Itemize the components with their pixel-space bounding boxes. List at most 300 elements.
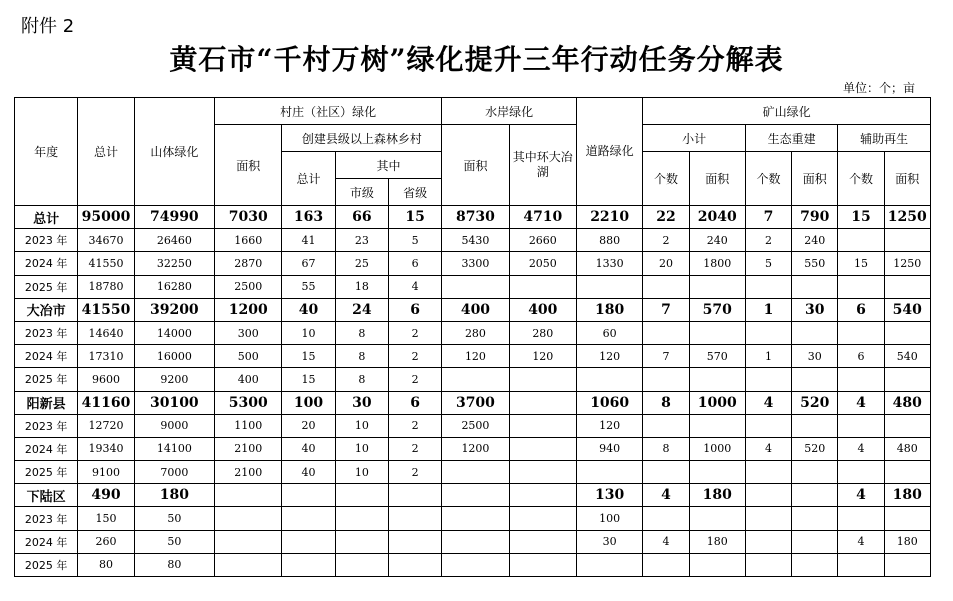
table-cell [838, 321, 884, 344]
table-row [15, 414, 931, 437]
table-summary-row [15, 391, 931, 414]
table-cell: 14100 [134, 437, 214, 460]
table-row [15, 553, 931, 576]
table-cell: 20 [282, 414, 335, 437]
table-cell [442, 553, 509, 576]
table-cell: 7 [745, 206, 791, 229]
table-cell: 120 [577, 414, 643, 437]
header-fv-total: 总计 [282, 152, 335, 206]
table-cell: 240 [689, 229, 745, 252]
table-cell: 100 [282, 391, 335, 414]
table-cell [838, 507, 884, 530]
table-cell: 400 [442, 298, 509, 321]
table-cell: 4 [643, 530, 689, 553]
table-cell: 7030 [215, 206, 282, 229]
table-cell: 400 [215, 368, 282, 391]
table-cell [215, 484, 282, 507]
attachment-label: 附件 2 [21, 16, 75, 37]
table-cell: 2 [388, 461, 441, 484]
table-cell: 30 [577, 530, 643, 553]
table-cell: 55 [282, 275, 335, 298]
table-cell: 34670 [78, 229, 134, 252]
row-label-cell: 2024 年 [15, 437, 78, 460]
table-cell [509, 553, 576, 576]
table-cell: 180 [689, 530, 745, 553]
table-cell [884, 507, 930, 530]
table-cell: 4 [745, 391, 791, 414]
table-cell: 8730 [442, 206, 509, 229]
table-cell [335, 530, 388, 553]
table-row [15, 530, 931, 553]
table-summary-row [15, 206, 931, 229]
header-village-area: 面积 [215, 125, 282, 206]
table-cell [838, 414, 884, 437]
table-cell: 150 [78, 507, 134, 530]
table-cell [689, 368, 745, 391]
table-cell: 570 [689, 345, 745, 368]
table-cell: 2870 [215, 252, 282, 275]
table-cell: 280 [509, 321, 576, 344]
row-label-cell: 2023 年 [15, 229, 78, 252]
table-cell: 400 [509, 298, 576, 321]
table-cell [643, 321, 689, 344]
table-cell: 300 [215, 321, 282, 344]
table-cell: 15 [838, 206, 884, 229]
table-cell: 790 [792, 206, 838, 229]
table-cell [577, 461, 643, 484]
table-cell: 500 [215, 345, 282, 368]
header-shore-group: 水岸绿化 [442, 98, 577, 125]
table-cell: 10 [335, 414, 388, 437]
table-cell [792, 321, 838, 344]
table-cell: 100 [577, 507, 643, 530]
table-cell: 7000 [134, 461, 214, 484]
table-cell: 490 [78, 484, 134, 507]
table-cell: 18780 [78, 275, 134, 298]
table-cell: 6 [388, 252, 441, 275]
table-cell [745, 321, 791, 344]
table-cell [442, 275, 509, 298]
table-cell [643, 507, 689, 530]
header-year: 年度 [15, 98, 78, 206]
table-cell: 15 [282, 368, 335, 391]
table-cell: 23 [335, 229, 388, 252]
table-cell: 19340 [78, 437, 134, 460]
table-cell: 520 [792, 391, 838, 414]
table-cell: 41550 [78, 298, 134, 321]
table-cell [745, 414, 791, 437]
table-cell: 2 [388, 345, 441, 368]
table-cell: 14000 [134, 321, 214, 344]
table-row [15, 252, 931, 275]
table-cell [838, 553, 884, 576]
table-cell [792, 461, 838, 484]
table-cell: 16280 [134, 275, 214, 298]
row-label-cell: 2024 年 [15, 345, 78, 368]
table-cell: 10 [335, 461, 388, 484]
table-cell: 180 [134, 484, 214, 507]
table-cell [792, 553, 838, 576]
table-cell [792, 530, 838, 553]
table-cell [643, 461, 689, 484]
row-label-cell: 2024 年 [15, 252, 78, 275]
table-cell [838, 275, 884, 298]
table-cell [215, 507, 282, 530]
table-cell [745, 461, 791, 484]
table-row [15, 461, 931, 484]
table-cell [282, 484, 335, 507]
table-cell: 3700 [442, 391, 509, 414]
table-cell [282, 530, 335, 553]
table-cell: 130 [577, 484, 643, 507]
table-cell: 940 [577, 437, 643, 460]
table-cell: 2500 [442, 414, 509, 437]
table-cell: 2100 [215, 461, 282, 484]
table-cell: 2210 [577, 206, 643, 229]
table-cell: 14640 [78, 321, 134, 344]
table-cell: 67 [282, 252, 335, 275]
table-cell [442, 461, 509, 484]
row-label-cell: 下陆区 [15, 484, 78, 507]
table-cell: 80 [134, 553, 214, 576]
table-cell: 39200 [134, 298, 214, 321]
table-cell: 24 [335, 298, 388, 321]
table-body [15, 206, 931, 577]
table-cell: 4 [838, 484, 884, 507]
table-cell: 180 [884, 530, 930, 553]
header-mine-subtotal: 小计 [643, 125, 746, 152]
table-cell [792, 368, 838, 391]
table-cell: 30 [792, 298, 838, 321]
table-cell: 880 [577, 229, 643, 252]
row-label-cell: 2024 年 [15, 530, 78, 553]
table-cell [509, 530, 576, 553]
table-cell: 2 [388, 368, 441, 391]
table-cell [745, 368, 791, 391]
table-cell: 40 [282, 298, 335, 321]
table-cell: 17310 [78, 345, 134, 368]
table-cell [745, 507, 791, 530]
table-cell: 12720 [78, 414, 134, 437]
table-cell: 9600 [78, 368, 134, 391]
table-cell: 2 [745, 229, 791, 252]
header-village-group: 村庄（社区）绿化 [215, 98, 442, 125]
table-cell [689, 275, 745, 298]
table-cell [884, 414, 930, 437]
table-cell [442, 368, 509, 391]
table-cell [442, 507, 509, 530]
row-label-cell: 2023 年 [15, 414, 78, 437]
table-cell: 6 [388, 298, 441, 321]
table-cell: 40 [282, 437, 335, 460]
table-cell [745, 484, 791, 507]
row-label-cell: 2025 年 [15, 368, 78, 391]
table-cell: 520 [792, 437, 838, 460]
table-cell: 7 [643, 345, 689, 368]
table-cell [388, 507, 441, 530]
table-cell: 4 [838, 530, 884, 553]
table-cell: 1660 [215, 229, 282, 252]
row-label-cell: 总计 [15, 206, 78, 229]
table-cell [792, 414, 838, 437]
table-cell [792, 507, 838, 530]
table-cell: 25 [335, 252, 388, 275]
table-cell: 120 [509, 345, 576, 368]
table-cell: 4 [745, 437, 791, 460]
table-cell: 30 [335, 391, 388, 414]
table-cell: 240 [792, 229, 838, 252]
table-cell: 1 [745, 345, 791, 368]
table-cell: 10 [282, 321, 335, 344]
header-mountain: 山体绿化 [134, 98, 214, 206]
table-cell [884, 275, 930, 298]
header-road: 道路绿化 [577, 98, 643, 206]
table-cell [282, 553, 335, 576]
row-label-cell: 2025 年 [15, 461, 78, 484]
table-cell: 1000 [689, 437, 745, 460]
table-cell: 18 [335, 275, 388, 298]
table-cell: 1000 [689, 391, 745, 414]
table-cell: 2100 [215, 437, 282, 460]
table-cell: 10 [335, 437, 388, 460]
table-cell: 8 [643, 391, 689, 414]
table-cell: 20 [643, 252, 689, 275]
table-cell [509, 414, 576, 437]
table-cell [509, 461, 576, 484]
table-cell [838, 461, 884, 484]
table-row [15, 321, 931, 344]
table-cell: 180 [884, 484, 930, 507]
table-cell: 60 [577, 321, 643, 344]
table-cell: 1 [745, 298, 791, 321]
table-cell: 15 [838, 252, 884, 275]
table-cell: 1060 [577, 391, 643, 414]
table-cell: 4 [838, 437, 884, 460]
table-cell: 32250 [134, 252, 214, 275]
table-cell [335, 553, 388, 576]
row-label-cell: 2023 年 [15, 507, 78, 530]
table-cell: 50 [134, 530, 214, 553]
table-cell: 50 [134, 507, 214, 530]
table-cell [509, 437, 576, 460]
task-breakdown-table [14, 97, 931, 577]
table-cell [884, 321, 930, 344]
table-cell: 1200 [442, 437, 509, 460]
table-cell: 8 [335, 321, 388, 344]
table-cell: 15 [282, 345, 335, 368]
table-cell [689, 461, 745, 484]
table-cell [884, 229, 930, 252]
header-mine-aux: 辅助再生 [838, 125, 931, 152]
table-cell: 80 [78, 553, 134, 576]
table-cell [388, 484, 441, 507]
table-cell: 6 [838, 298, 884, 321]
table-cell: 8 [335, 345, 388, 368]
table-cell: 480 [884, 437, 930, 460]
table-cell: 1330 [577, 252, 643, 275]
header-among: 其中 [335, 152, 442, 179]
table-cell [215, 553, 282, 576]
table-summary-row [15, 484, 931, 507]
table-cell: 41550 [78, 252, 134, 275]
table-cell: 8 [335, 368, 388, 391]
table-cell: 280 [442, 321, 509, 344]
table-cell [643, 275, 689, 298]
table-cell: 540 [884, 345, 930, 368]
table-cell: 4 [643, 484, 689, 507]
table-cell: 15 [388, 206, 441, 229]
table-cell [509, 507, 576, 530]
table-cell: 6 [388, 391, 441, 414]
table-cell [689, 321, 745, 344]
table-cell [509, 368, 576, 391]
table-cell: 5 [745, 252, 791, 275]
table-cell: 120 [577, 345, 643, 368]
table-cell: 2500 [215, 275, 282, 298]
table-cell: 180 [689, 484, 745, 507]
table-cell [388, 530, 441, 553]
row-label-cell: 2025 年 [15, 275, 78, 298]
table-cell [792, 275, 838, 298]
table-row [15, 437, 931, 460]
table-cell [884, 368, 930, 391]
header-mine-group: 矿山绿化 [643, 98, 931, 125]
table-row [15, 345, 931, 368]
table-cell: 40 [282, 461, 335, 484]
table-cell: 120 [442, 345, 509, 368]
header-subtotal-count: 个数 [643, 152, 689, 206]
table-cell: 1800 [689, 252, 745, 275]
table-cell: 570 [689, 298, 745, 321]
table-cell: 30100 [134, 391, 214, 414]
table-cell [643, 368, 689, 391]
table-cell [577, 553, 643, 576]
table-cell [577, 368, 643, 391]
table-cell: 5300 [215, 391, 282, 414]
table-cell: 5430 [442, 229, 509, 252]
table-cell [388, 553, 441, 576]
table-cell: 540 [884, 298, 930, 321]
table-cell: 9200 [134, 368, 214, 391]
table-cell [215, 530, 282, 553]
table-cell [884, 553, 930, 576]
table-cell [745, 553, 791, 576]
table-cell: 9000 [134, 414, 214, 437]
table-cell: 9100 [78, 461, 134, 484]
table-cell: 22 [643, 206, 689, 229]
table-cell: 1250 [884, 206, 930, 229]
table-header [15, 98, 931, 206]
header-aux-count: 个数 [838, 152, 884, 206]
table-cell: 180 [577, 298, 643, 321]
table-summary-row [15, 298, 931, 321]
table-cell [643, 553, 689, 576]
row-label-cell: 2025 年 [15, 553, 78, 576]
table-cell [884, 461, 930, 484]
table-cell: 4 [388, 275, 441, 298]
table-cell: 1250 [884, 252, 930, 275]
table-row [15, 507, 931, 530]
table-cell [745, 275, 791, 298]
table-cell: 26460 [134, 229, 214, 252]
table-cell: 41160 [78, 391, 134, 414]
table-cell: 16000 [134, 345, 214, 368]
table-cell: 550 [792, 252, 838, 275]
table-cell [509, 391, 576, 414]
unit-note: 单位：个；亩 [842, 81, 915, 95]
table-cell [689, 414, 745, 437]
table-cell: 260 [78, 530, 134, 553]
table-cell: 2 [388, 321, 441, 344]
table-cell [745, 530, 791, 553]
table-cell: 4 [838, 391, 884, 414]
header-subtotal-area: 面积 [689, 152, 745, 206]
table-cell: 2 [643, 229, 689, 252]
table-cell: 4710 [509, 206, 576, 229]
table-cell [442, 484, 509, 507]
table-cell [509, 275, 576, 298]
table-cell: 480 [884, 391, 930, 414]
table-cell [689, 553, 745, 576]
header-eco-count: 个数 [745, 152, 791, 206]
header-eco-area: 面积 [792, 152, 838, 206]
table-cell: 163 [282, 206, 335, 229]
table-cell: 2040 [689, 206, 745, 229]
table-cell [792, 484, 838, 507]
table-cell [282, 507, 335, 530]
table-cell: 30 [792, 345, 838, 368]
table-cell: 74990 [134, 206, 214, 229]
table-row [15, 275, 931, 298]
table-cell [643, 414, 689, 437]
table-cell: 2 [388, 437, 441, 460]
row-label-cell: 阳新县 [15, 391, 78, 414]
table-cell [577, 275, 643, 298]
table-cell: 5 [388, 229, 441, 252]
header-forest-village: 创建县级以上森林乡村 [282, 125, 442, 152]
table-cell [838, 368, 884, 391]
header-total: 总计 [78, 98, 134, 206]
table-cell [838, 229, 884, 252]
table-cell [335, 507, 388, 530]
table-cell: 1200 [215, 298, 282, 321]
table-cell: 41 [282, 229, 335, 252]
header-shore-area: 面积 [442, 125, 509, 206]
row-label-cell: 大冶市 [15, 298, 78, 321]
table-cell [689, 507, 745, 530]
table-cell: 2660 [509, 229, 576, 252]
table-cell [335, 484, 388, 507]
header-province-level: 省级 [388, 179, 441, 206]
header-mine-eco: 生态重建 [745, 125, 837, 152]
table-cell: 66 [335, 206, 388, 229]
table-cell [442, 530, 509, 553]
table-cell: 6 [838, 345, 884, 368]
table-cell [509, 484, 576, 507]
table-cell: 2050 [509, 252, 576, 275]
header-city-level: 市级 [335, 179, 388, 206]
table-row [15, 229, 931, 252]
table-cell: 7 [643, 298, 689, 321]
table-cell: 1100 [215, 414, 282, 437]
row-label-cell: 2023 年 [15, 321, 78, 344]
table-row [15, 368, 931, 391]
table-cell: 3300 [442, 252, 509, 275]
table-cell: 8 [643, 437, 689, 460]
header-shore-daye: 其中环大冶湖 [509, 125, 576, 206]
document-title: 黄石市“千村万树”绿化提升三年行动任务分解表 [169, 43, 784, 76]
table-cell: 2 [388, 414, 441, 437]
